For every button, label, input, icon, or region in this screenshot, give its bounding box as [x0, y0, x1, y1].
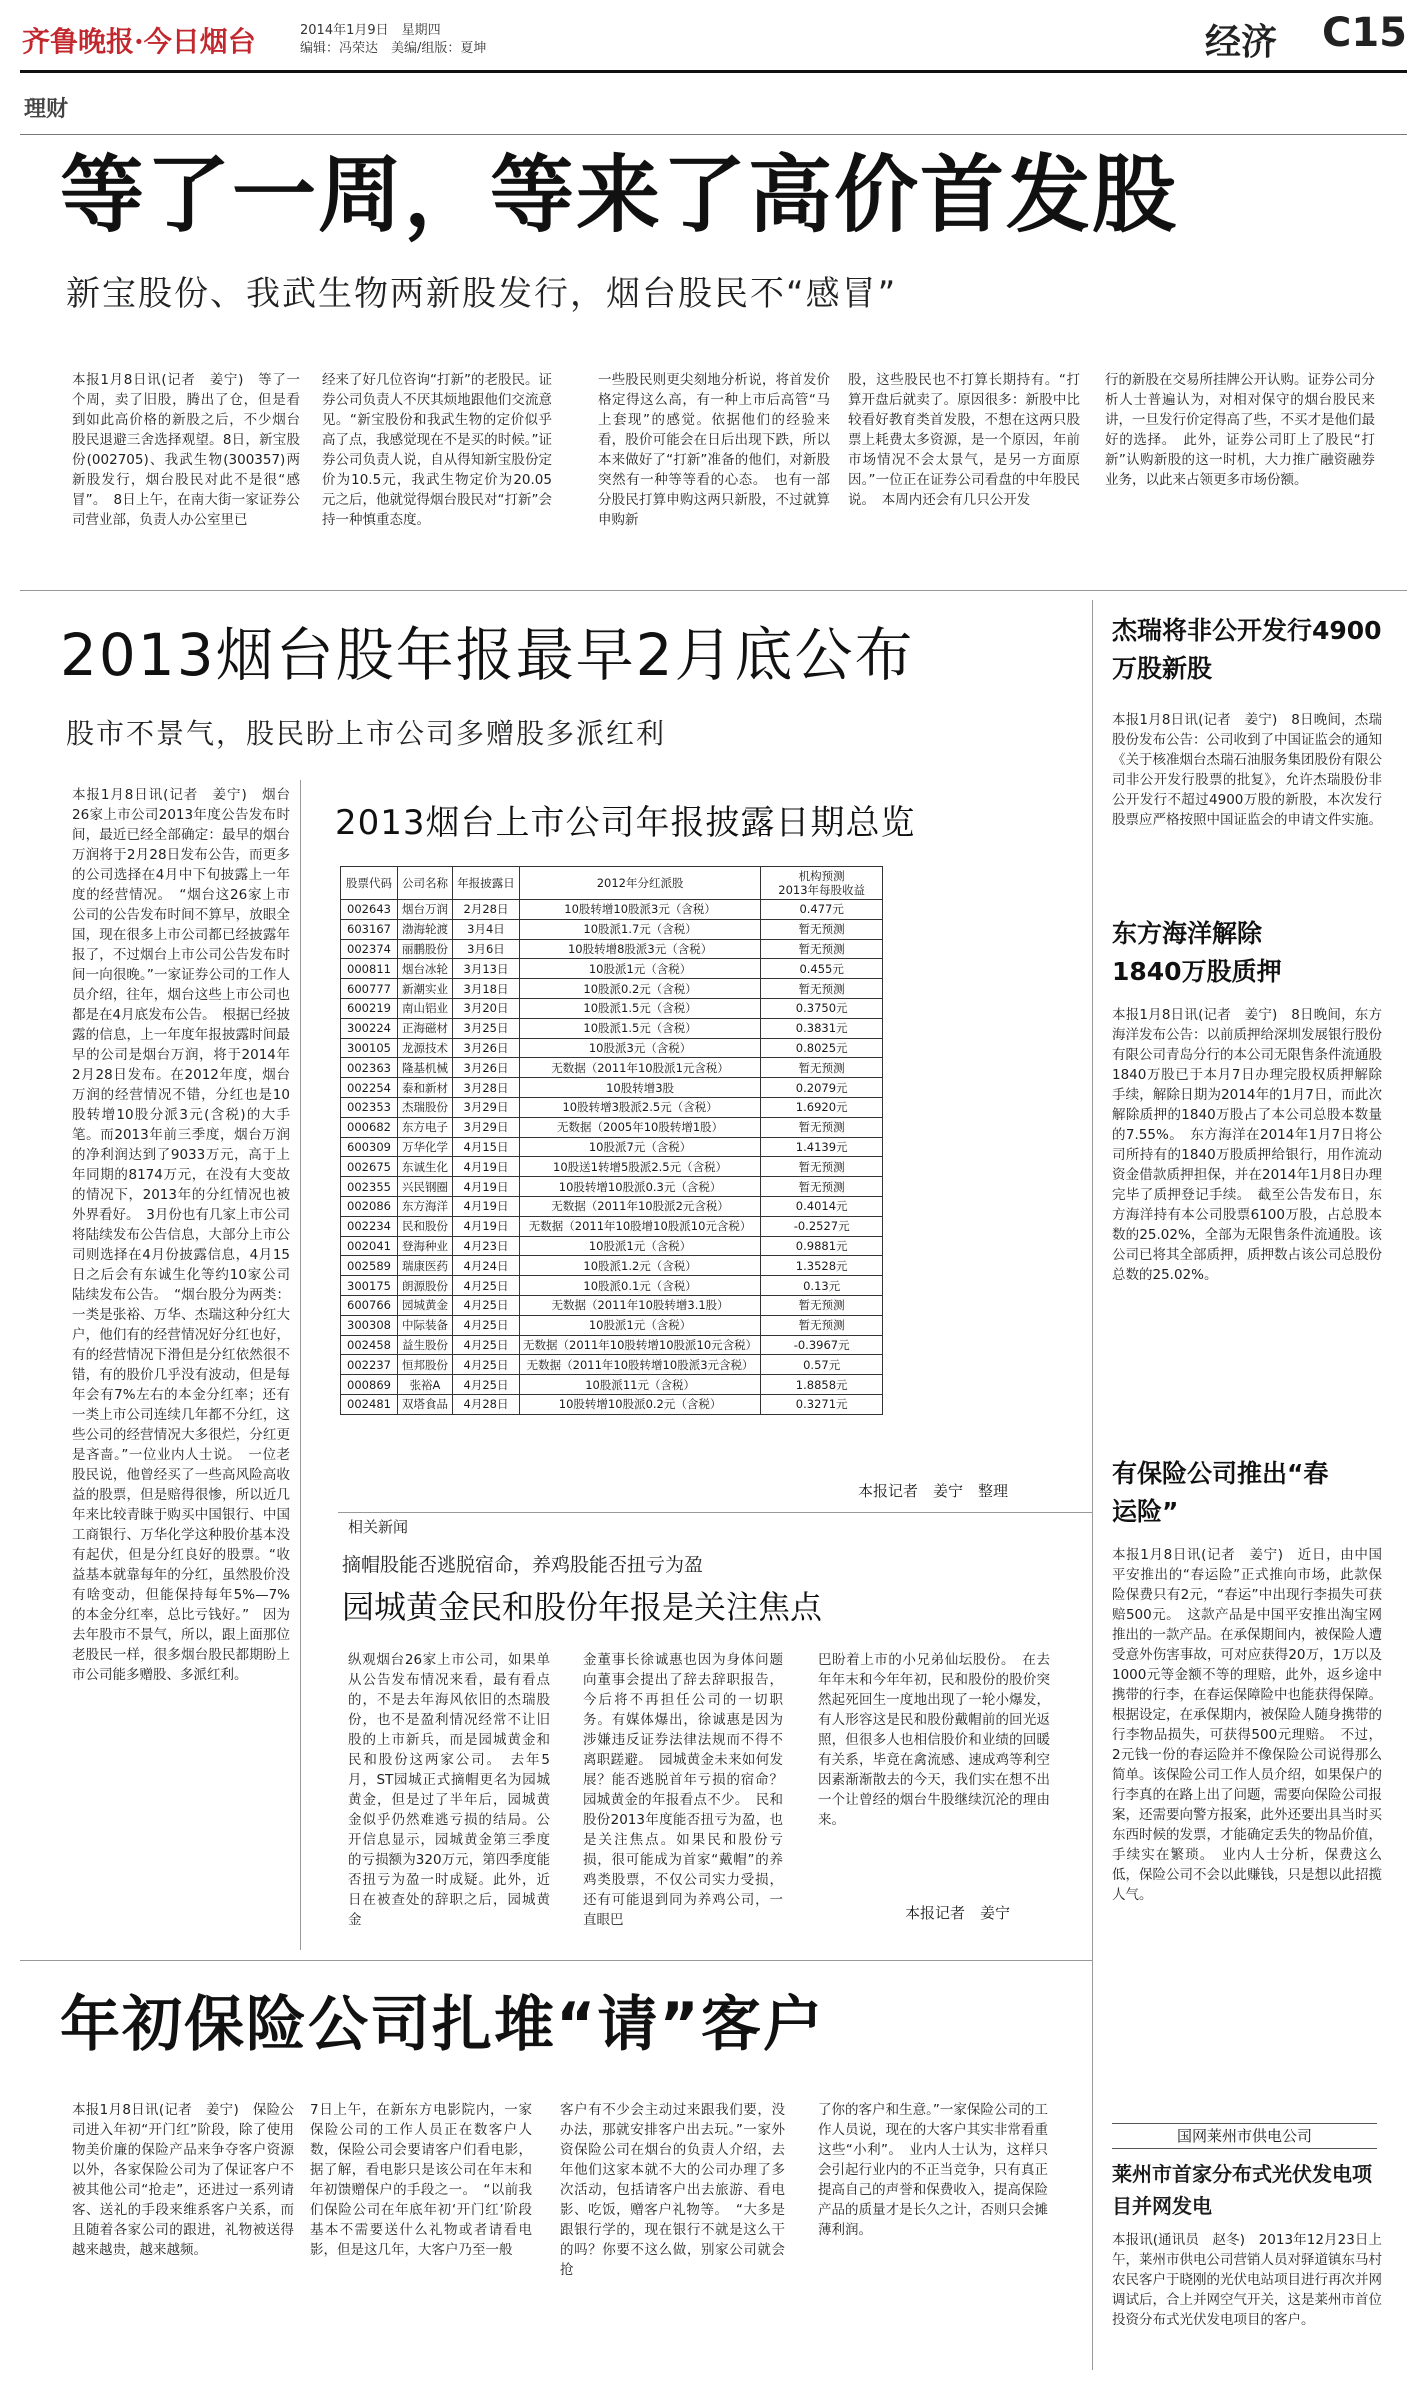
table-cell: 10股派1元（含税）: [520, 1315, 761, 1335]
side4-title: 莱州市首家分布式光伏发电项目并网发电: [1112, 2162, 1372, 2218]
divider: [20, 1960, 1092, 1961]
table-cell: 4月25日: [453, 1315, 520, 1335]
table-cell: 002643: [341, 900, 398, 920]
table-cell: 10股转增10股派0.2元（含税）: [520, 1394, 761, 1414]
table-cell: 0.3750元: [761, 998, 883, 1018]
article4-col1: 本报1月8日讯(记者 姜宁) 保险公司进入年初“开门红”阶段，除了使用物美价廉的保险产品来争夺客户资源以外，各家保险公司为了保证客户不被其他公司“抢走”，还进过一系列请客、送礼的手段来维系客户关系，而且随着各家公司的跟进，礼物被送得越来越贵，越来越频。: [72, 2102, 294, 2258]
table-cell: 600777: [341, 979, 398, 999]
table-row: [341, 1177, 883, 1197]
article4-col3: 客户有不少会主动过来跟我们要，没办法，那就安排客户出去玩。”一家外资保险公司在烟台的负责人介绍，去年他们这家本就不大的公司办理了多次活动，包括请客户出去旅游、看电影、吃饭，赠客户礼物等。 “大多是跟银行学的，现在银行不就是这么干的吗？你要不这么做，别家公司就会抢: [560, 2102, 785, 2278]
article3-col3: 巴盼着上市的小兄弟仙坛股份。 在去年年末和今年年初，民和股份的股价突然起死回生一度地出现了一轮小爆发，有人形容这是民和股份戴帽前的回光返照，但很多人也相信股价和业绩的回暖有关系，毕竟在禽流感、速成鸡等利空因素渐渐散去的今天，我们实在想不出一个让曾经的烟台牛股继续沉沦的理由来。: [818, 1652, 1050, 1828]
table-cell: 暂无预测: [761, 979, 883, 999]
table-cell: 0.2079元: [761, 1078, 883, 1098]
table-cell: 000869: [341, 1375, 398, 1395]
table-cell: 4月25日: [453, 1295, 520, 1315]
issue-editors: 编辑：冯荣达 美编/组版：夏坤: [300, 41, 487, 56]
table-cell: 002086: [341, 1196, 398, 1216]
table-cell: 烟台万润: [398, 900, 453, 920]
issue-info: [300, 22, 486, 58]
section-name: 经济: [1204, 22, 1277, 63]
table-row: [341, 1038, 883, 1058]
table-cell: 无数据（2011年10股增10股派10元含税）: [520, 1216, 761, 1236]
table-cell: 无数据（2011年10股转增10股派10元含税）: [520, 1335, 761, 1355]
table-row: [341, 1295, 883, 1315]
table-cell: 002481: [341, 1394, 398, 1414]
table-row: [341, 1236, 883, 1256]
article3-credit: 本报记者 姜宁: [905, 1904, 1011, 1922]
table-header-cell: 2012年分红派股: [520, 867, 761, 900]
divider: [338, 1512, 1092, 1513]
table-row: [341, 1058, 883, 1078]
table-cell: 2月28日: [453, 900, 520, 920]
article2-body: 本报1月8日讯(记者 姜宁) 烟台26家上市公司2013年度公告发布时间，最近已经全部确定：最早的烟台万润将于2月28日发布公告，而更多的公司选择在4月中下旬披露上一年度的经营情况。 “烟台这26家上市公司的公告发布时间不算早，放眼全国，现在很多上市公司都已经披露年报了，不过烟台上市公司公告发布时间一向很晚。”一家证券公司的工作人员介绍，往年，烟台这些上市公司也都是在4月底发布公告。 根据已经披露的信息，上一年度年报披露时间最早的公司是烟台万润，将于2014年2月28日发布。在2012年度，烟台万润的经营情况不错，分红也是10股转增10股分派3元(含税)的大手笔。而2013年前三季度，烟台万润的净利润达到了9033万元，高于上年同期的8174万元，在没有大变故的情况下，2013年的分红情况也被外界看好。 3月份也有几家上市公司将陆续发布公告信息，大部分上市公司则选择在4月份披露信息，4月15日之后会有东诚生化等约10家公司陆续发布公告。 “烟台股分为两类：一类是张裕、万华、杰瑞这种分红大户，他们有的经营情况好分红也好，有的经营情况下滑但是分红依然很不错，有的股价几乎没有波动，但是每年会有7%左右的本金分红率；还有一类上市公司连续几年都不分红，这些公司的经营情况大多很烂，分红更是吝啬。”一位业内人士说。 一位老股民说，他曾经买了一些高风险高收益的股票，但是赔得很惨，所以近几年来比较青睐于购买中国银行、中国工商银行、万华化学这种股价基本没有起伏，但是分红良好的股票。“收益基本就靠每年的分红，虽然股价没有啥变动，但能保持每年5%—7%的本金分红率，总比亏钱好。” 因为去年股市不景气，所以，跟上面那位老股民一样，很多烟台股民都期盼上市公司能多赠股、多派红利。: [72, 787, 290, 1683]
table-cell: 1.3528元: [761, 1256, 883, 1276]
table-cell: 300308: [341, 1315, 398, 1335]
table-row: [341, 959, 883, 979]
table-cell: 10股转增8股派3元（含税）: [520, 939, 761, 959]
table-cell: 0.9881元: [761, 1236, 883, 1256]
table-cell: 002458: [341, 1335, 398, 1355]
table-cell: 3月20日: [453, 998, 520, 1018]
article1-col5: 行的新股在交易所挂牌公开认购。证券公司分析人士普遍认为，对相对保守的烟台股民来讲，一旦发行价定得高了些，不买才是他们最好的选择。 此外，证券公司盯上了股民“打新”认购新股的这一时机，大力推广融资融券业务，以此来占领更多市场份额。: [1105, 372, 1375, 488]
disclosure-table-wrap: [340, 866, 883, 1415]
table-cell: 园城黄金: [398, 1295, 453, 1315]
newspaper-brand: 齐鲁晚报·今日烟台: [22, 25, 256, 58]
article1-col3: 一些股民则更尖刻地分析说，将首发价格定得这么高，有一种上市后高管“马上套现”的感觉。依据他们的经验来看，股价可能会在日后出现下跌，所以本来做好了“打新”准备的他们，对新股突然有一种等等看的心态。 也有一部分股民打算申购这两只新股，不过就算申购新: [598, 372, 830, 528]
table-row: [341, 1355, 883, 1375]
table-cell: 10股派1.5元（含税）: [520, 998, 761, 1018]
table-cell: 暂无预测: [761, 1058, 883, 1078]
table-cell: 4月15日: [453, 1137, 520, 1157]
table-cell: 10股派7元（含税）: [520, 1137, 761, 1157]
side1-body: 本报1月8日讯(记者 姜宁) 8日晚间，杰瑞股份发布公告：公司收到了中国证监会的通知《关于核准烟台杰瑞石油服务集团股份有限公司非公开发行股票的批复》，允许杰瑞股份非公开发行不超过4900万股的新股，本次发行股票应严格按照中国证监会的申请文件实施。: [1112, 712, 1382, 828]
table-cell: 0.3271元: [761, 1394, 883, 1414]
table-row: [341, 1137, 883, 1157]
article2-title: 2013烟台股年报最早2月底公布: [60, 621, 915, 689]
table-cell: 丽鹏股份: [398, 939, 453, 959]
related-news-tag: 相关新闻: [348, 1518, 409, 1536]
table-cell: 龙源技术: [398, 1038, 453, 1058]
table-cell: 暂无预测: [761, 1157, 883, 1177]
table-cell: 600766: [341, 1295, 398, 1315]
table-row: [341, 1335, 883, 1355]
table-cell: 民和股份: [398, 1216, 453, 1236]
article4-title: 年初保险公司扎堆“请”客户: [60, 1990, 825, 2060]
table-cell: 正海磁材: [398, 1018, 453, 1038]
table-cell: 002237: [341, 1355, 398, 1375]
side4-tag: 国网莱州市供电公司: [1112, 2123, 1377, 2149]
side3-title: 有保险公司推出“春运险”: [1112, 1459, 1329, 1526]
table-cell: 万华化学: [398, 1137, 453, 1157]
article3-col2: 金董事长徐诚惠也因为身体问题向董事会提出了辞去辞职报告，今后将不再担任公司的一切职务。有媒体爆出，徐诚惠是因为涉嫌违反证券法律法规而不得不离职蹉避。 园城黄金未来如何发展？能否逃脱首年亏损的宿命？园城黄金的年报看点不少。 民和股份2013年度能否扭亏为盈，也是关注焦点。如果民和股份亏损，很可能成为首家“戴帽”的养鸡类股票，不仅公司实力受损，还有可能退到同为养鸡公司，一直眼巴: [583, 1652, 783, 1928]
table-row: [341, 1256, 883, 1276]
table-cell: -0.3967元: [761, 1335, 883, 1355]
table-cell: 朗源股份: [398, 1276, 453, 1296]
table-cell: 0.13元: [761, 1276, 883, 1296]
table-row: [341, 979, 883, 999]
table-cell: 3月13日: [453, 959, 520, 979]
table-cell: 4月25日: [453, 1375, 520, 1395]
table-cell: 002589: [341, 1256, 398, 1276]
table-row: [341, 1394, 883, 1414]
table-cell: 0.477元: [761, 900, 883, 920]
article1-col2: 经来了好几位咨询“打新”的老股民。证券公司负责人不厌其烦地跟他们交流意见。“新宝股份和我武生物的定价似乎高了点，我感觉现在不是买的时候。”证券公司负责人说，自从得知新宝股份定价为10.5元，我武生物定价为20.05元之后，他就觉得烟台股民对“打新”会持一种慎重态度。: [322, 372, 552, 528]
table-cell: 4月28日: [453, 1394, 520, 1414]
table-cell: 0.8025元: [761, 1038, 883, 1058]
table-cell: 4月25日: [453, 1335, 520, 1355]
table-cell: 0.455元: [761, 959, 883, 979]
article2-subtitle: 股市不景气，股民盼上市公司多赠股多派红利: [66, 717, 667, 750]
table-cell: 南山铝业: [398, 998, 453, 1018]
table-cell: 新潮实业: [398, 979, 453, 999]
table-cell: 3月26日: [453, 1058, 520, 1078]
table-cell: 登海种业: [398, 1236, 453, 1256]
table-cell: 10股派0.2元（含税）: [520, 979, 761, 999]
table-cell: 东方海洋: [398, 1196, 453, 1216]
divider: [20, 590, 1407, 591]
article3-col1: 纵观烟台26家上市公司，如果单从公告发布情况来看，最有看点的，不是去年海风依旧的杰瑞股份，也不是盈利情况经常不让旧股的上市新兵，而是园城黄金和民和股份这两家公司。 去年5月，ST园城正式摘帽更名为园城黄金，但是过了半年后，园城黄金似乎仍然难逃亏损的结局。公开信息显示，园城黄金第三季度的亏损额为320万元，第四季度能否扭亏为盈一时成疑。此外，近日在被查处的辞职之后，园城黄金: [348, 1652, 550, 1928]
table-cell: 无数据（2005年10股转增1股）: [520, 1117, 761, 1137]
table-cell: 3月29日: [453, 1117, 520, 1137]
table-cell: 10股转增10股派0.3元（含税）: [520, 1177, 761, 1197]
table-cell: 10股派1元（含税）: [520, 959, 761, 979]
table-cell: 002363: [341, 1058, 398, 1078]
table-cell: 1.8858元: [761, 1375, 883, 1395]
table-cell: 4月23日: [453, 1236, 520, 1256]
table-cell: 000682: [341, 1117, 398, 1137]
table-cell: 东诚生化: [398, 1157, 453, 1177]
table-row: [341, 1078, 883, 1098]
table-cell: 300105: [341, 1038, 398, 1058]
table-cell: 1.6920元: [761, 1097, 883, 1117]
table-cell: 暂无预测: [761, 939, 883, 959]
table-cell: 瑞康医药: [398, 1256, 453, 1276]
table-cell: 暂无预测: [761, 919, 883, 939]
table-cell: 恒邦股份: [398, 1355, 453, 1375]
table-cell: 10股派1.5元（含税）: [520, 1018, 761, 1038]
table-cell: 0.4014元: [761, 1196, 883, 1216]
table-row: [341, 919, 883, 939]
side2-title: 东方海洋解除1840万股质押: [1112, 919, 1282, 986]
table-cell: 无数据（2011年10股转增3.1股）: [520, 1295, 761, 1315]
table-cell: 泰和新材: [398, 1078, 453, 1098]
table-cell: 3月28日: [453, 1078, 520, 1098]
table-cell: 无数据（2011年10股转增10股派3元含税）: [520, 1355, 761, 1375]
table-cell: 4月25日: [453, 1276, 520, 1296]
table-cell: 10股派3元（含税）: [520, 1038, 761, 1058]
article3-title: 园城黄金民和股份年报是关注焦点: [342, 1588, 823, 1626]
table-cell: 双塔食品: [398, 1394, 453, 1414]
table-row: [341, 1097, 883, 1117]
table-header-cell: 年报披露日: [453, 867, 520, 900]
table-cell: 4月19日: [453, 1177, 520, 1197]
table-cell: 002041: [341, 1236, 398, 1256]
table-cell: 10股转增3股: [520, 1078, 761, 1098]
table-cell: 603167: [341, 919, 398, 939]
table-cell: 1.4139元: [761, 1137, 883, 1157]
table-cell: 600309: [341, 1137, 398, 1157]
table-cell: 10股派11元（含税）: [520, 1375, 761, 1395]
table-cell: 张裕A: [398, 1375, 453, 1395]
divider: [1092, 600, 1093, 2370]
table-cell: 杰瑞股份: [398, 1097, 453, 1117]
table-cell: 3月26日: [453, 1038, 520, 1058]
table-cell: 中际装备: [398, 1315, 453, 1335]
table-cell: 益生股份: [398, 1335, 453, 1355]
table-cell: -0.2527元: [761, 1216, 883, 1236]
table-title: 2013烟台上市公司年报披露日期总览: [335, 803, 916, 843]
article4-col2: 7日上午，在新东方电影院内，一家保险公司的工作人员正在数客户人数，保险公司会要请客户们看电影，据了解，看电影只是该公司在年末和年初馈赠保户的手段之一。 “以前我们保险公司在年底年初‘开门红’阶段基本不需要送什么礼物或者请看电影，但是这几年，大客户乃至一般: [310, 2102, 532, 2258]
side4-body: 本报讯(通讯员 赵冬) 2013年12月23日上午，莱州市供电公司营销人员对驿道镇东马村农民客户于晓刚的光伏电站项目进行再次并网调试后，合上并网空气开关，这是莱州市首位投资分布式光伏发电项目的客户。: [1112, 2232, 1382, 2328]
column-name: 理财: [24, 97, 69, 122]
table-credit: 本报记者 姜宁 整理: [858, 1482, 1009, 1500]
table-row: [341, 939, 883, 959]
table-cell: 002374: [341, 939, 398, 959]
table-row: [341, 1375, 883, 1395]
table-cell: 10股派1元（含税）: [520, 1236, 761, 1256]
table-cell: 10股送1转增5股派2.5元（含税）: [520, 1157, 761, 1177]
table-cell: 4月24日: [453, 1256, 520, 1276]
table-cell: 002254: [341, 1078, 398, 1098]
table-body: [341, 900, 883, 1415]
table-header-cell: 机构预测 2013年每股收益: [761, 867, 883, 900]
table-row: [341, 1216, 883, 1236]
table-cell: 10股派1.2元（含税）: [520, 1256, 761, 1276]
table-cell: 东方电子: [398, 1117, 453, 1137]
table-row: [341, 900, 883, 920]
table-row: [341, 1117, 883, 1137]
page-number: C15: [1321, 10, 1407, 56]
table-cell: 无数据（2011年10股派2元含税）: [520, 1196, 761, 1216]
side3-body: 本报1月8日讯(记者 姜宁) 近日，由中国平安推出的“春运险”正式推向市场，此款保险保费只有2元，“春运”中出现行李损失可获赔500元。 这款产品是中国平安推出淘宝网推出的一款产品。在承保期间内，被保险人遭受意外伤害事故，可对应获得20万，1万以及1000元等金额不等的理赔，此外，返乡途中携带的行李，在春运保障险中也能获得保障。根据设定，在承保期内，被保险人随身携带的行李物品损失，可获得500元理赔。 不过，2元钱一份的春运险并不像保险公司说得那么简单。该保险公司工作人员介绍，如果保户的行李真的在路上出了问题，需要向保险公司报案，还需要向警方报案，此外还要出具当时买东西时候的发票，才能确定丢失的物品价值，手续实在繁琐。 业内人士分析，保费这么低，保险公司不会以此赚钱，只是想以此招揽人气。: [1112, 1547, 1382, 1903]
table-row: [341, 998, 883, 1018]
side1-title: 杰瑞将非公开发行4900万股新股: [1112, 616, 1382, 683]
table-cell: 无数据（2011年10股派1元含税）: [520, 1058, 761, 1078]
table-cell: 0.3831元: [761, 1018, 883, 1038]
table-header-cell: 公司名称: [398, 867, 453, 900]
table-cell: 10股派0.1元（含税）: [520, 1276, 761, 1296]
table-cell: 暂无预测: [761, 1315, 883, 1335]
table-row: [341, 1276, 883, 1296]
header-rule: [20, 70, 1407, 73]
table-cell: 暂无预测: [761, 1295, 883, 1315]
table-cell: 暂无预测: [761, 1117, 883, 1137]
table-row: [341, 1315, 883, 1335]
disclosure-table: [340, 866, 883, 1415]
divider: [300, 780, 301, 1950]
table-cell: 002355: [341, 1177, 398, 1197]
article4-col4: 了你的客户和生意。”一家保险公司的工作人员说，现在的大客户其实非常看重这些“小利”。 业内人士认为，这样只会引起行业内的不正当竞争，只有真正提高自己的声誉和保费收入，提高保险产品的质量才是长久之计，否则只会摊薄利润。: [818, 2102, 1048, 2238]
table-cell: 002353: [341, 1097, 398, 1117]
table-cell: 10股派1.7元（含税）: [520, 919, 761, 939]
table-cell: 300175: [341, 1276, 398, 1296]
table-cell: 3月18日: [453, 979, 520, 999]
article1-title: 等了一周，等来了高价首发股: [60, 146, 1179, 244]
table-cell: 600219: [341, 998, 398, 1018]
table-cell: 4月19日: [453, 1196, 520, 1216]
table-cell: 4月19日: [453, 1216, 520, 1236]
issue-date: 2014年1月9日 星期四: [300, 23, 441, 38]
table-cell: 3月4日: [453, 919, 520, 939]
table-cell: 002234: [341, 1216, 398, 1236]
table-row: [341, 1196, 883, 1216]
article1-subtitle: 新宝股份、我武生物两新股发行，烟台股民不“感冒”: [66, 274, 898, 314]
table-cell: 暂无预测: [761, 1177, 883, 1197]
table-cell: 隆基机械: [398, 1058, 453, 1078]
side2-body: 本报1月8日讯(记者 姜宁) 8日晚间，东方海洋发布公告：以前质押给深圳发展银行股份有限公司青岛分行的本公司无限售条件流通股1840万股已于本月7日办理完股权质押解除手续，解除日期为2014年的1月7日，而此次解除质押的1840万股占了本公司总股本数量的7.55%。 东方海洋在2014年1月7日将公司所持有的1840万股质押给银行，用作流动资金借款质押担保，并在2014年1月8日办理完毕了质押登记手续。 截至公告发布日，东方海洋持有本公司股票6100万股，占总股本数的25.02%，全部为无限售条件流通股。该公司已将其全部质押，质押数占该公司总股份总数的25.02%。: [1112, 1007, 1382, 1283]
table-cell: 10股转增3股派2.5元（含税）: [520, 1097, 761, 1117]
table-cell: 渤海轮渡: [398, 919, 453, 939]
table-cell: 4月19日: [453, 1157, 520, 1177]
table-cell: 002675: [341, 1157, 398, 1177]
article3-kicker: 摘帽股能否逃脱宿命，养鸡股能否扭亏为盈: [342, 1554, 704, 1576]
table-cell: 0.57元: [761, 1355, 883, 1375]
article1-col4: 股，这些股民也不打算长期持有。“打算开盘后就卖了。原因很多：新股中比较看好教育类首发股，不想在这两只股票上耗费太多资源，是一个原因，年前市场情况不会太景气，是另一方面原因。”一位正在证券公司看盘的中年股民说。 本周内还会有几只公开发: [848, 372, 1080, 508]
table-cell: 300224: [341, 1018, 398, 1038]
table-header-row: [341, 867, 883, 900]
table-cell: 3月6日: [453, 939, 520, 959]
table-row: [341, 1157, 883, 1177]
table-cell: 000811: [341, 959, 398, 979]
table-cell: 3月29日: [453, 1097, 520, 1117]
table-header-cell: 股票代码: [341, 867, 398, 900]
table-cell: 4月25日: [453, 1355, 520, 1375]
table-row: [341, 1018, 883, 1038]
article1-col1: 本报1月8日讯(记者 姜宁) 等了一个周，卖了旧股，腾出了仓，但是看到如此高价格的新股之后，不少烟台股民退避三舍选择观望。8日，新宝股份(002705)、我武生物(300357)两新股发行，烟台股民对此不是很“感冒”。 8日上午，在南大街一家证券公司营业部，负责人办公室里已: [72, 372, 300, 528]
table-cell: 3月25日: [453, 1018, 520, 1038]
table-cell: 10股转增10股派3元（含税）: [520, 900, 761, 920]
table-cell: 烟台冰轮: [398, 959, 453, 979]
column-rule: [20, 134, 1407, 135]
table-cell: 兴民钢圈: [398, 1177, 453, 1197]
